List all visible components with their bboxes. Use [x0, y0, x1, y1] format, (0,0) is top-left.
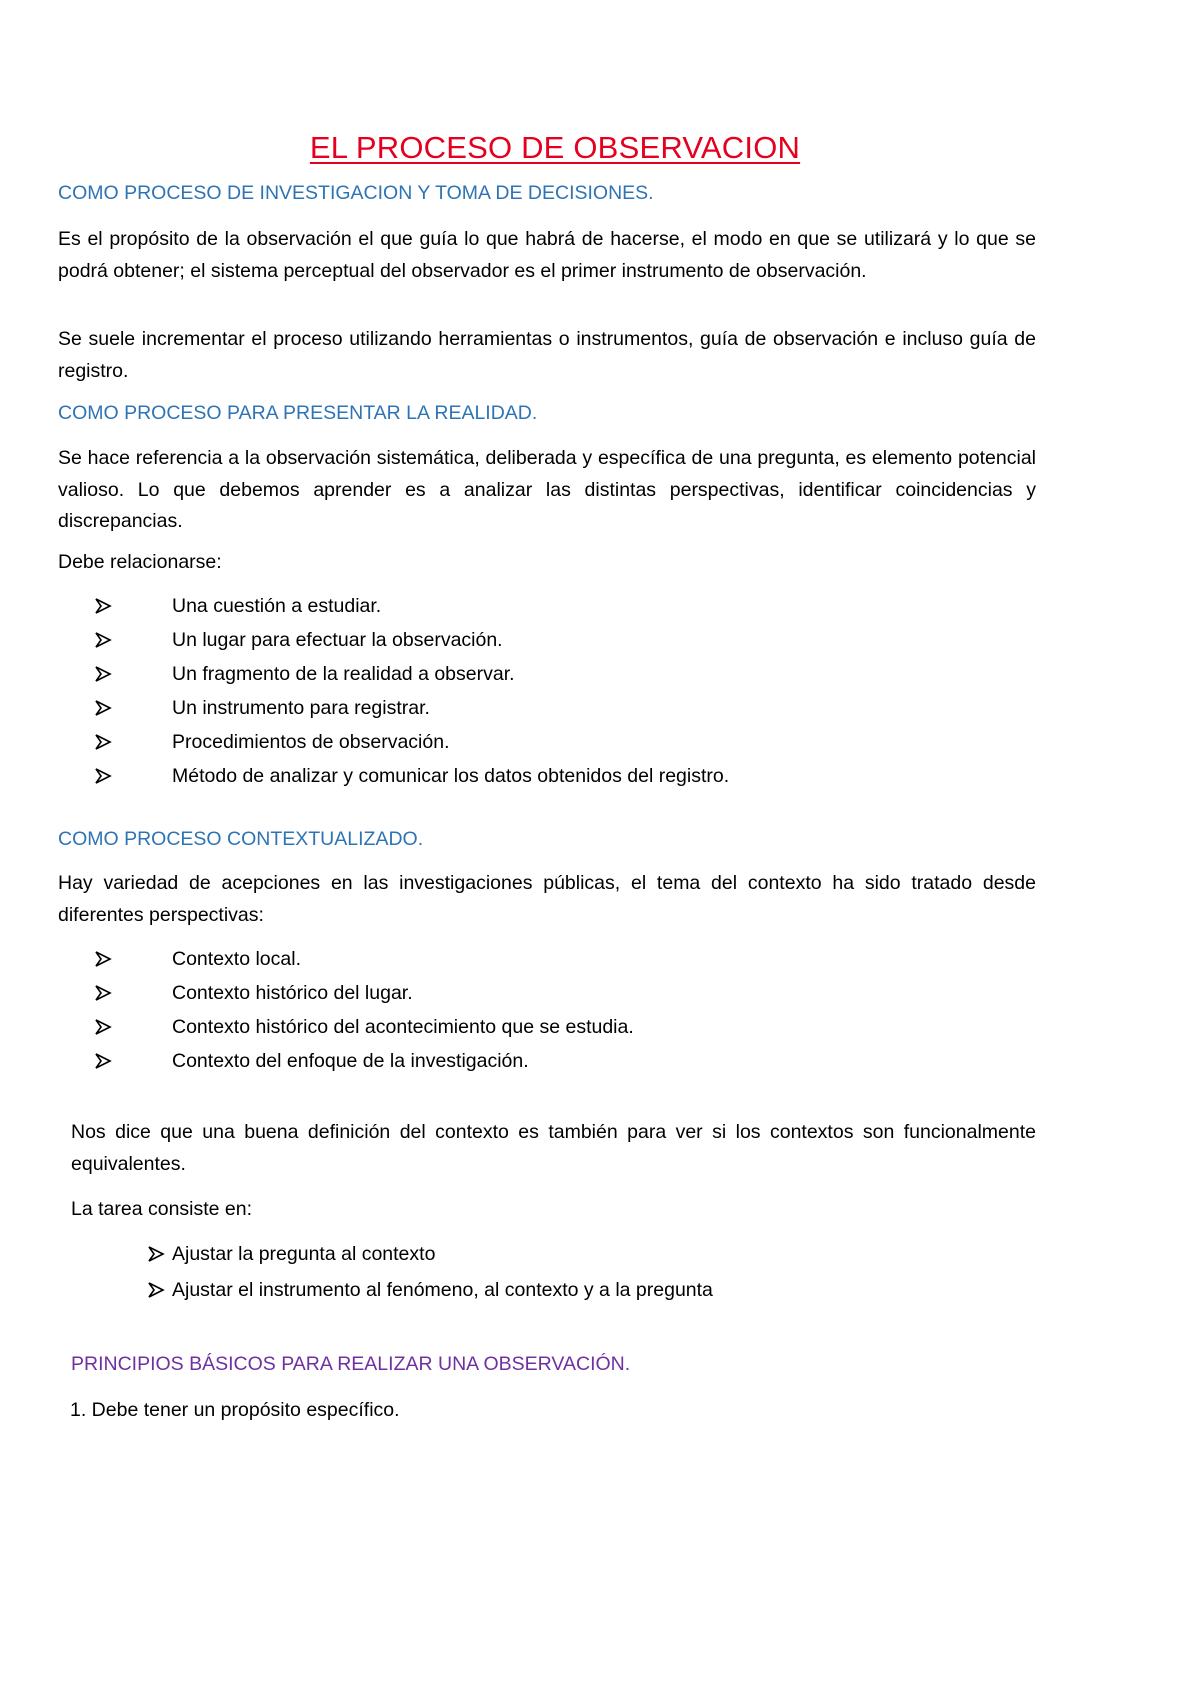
- list-item-text: Contexto histórico del acontecimiento que se estudia.: [172, 1016, 634, 1038]
- list-item-text: Una cuestión a estudiar.: [172, 595, 382, 617]
- section-heading-contextualizado: COMO PROCESO CONTEXTUALIZADO.: [58, 828, 424, 850]
- arrow-bullet-icon: [94, 729, 112, 751]
- arrow-bullet-icon: [94, 593, 112, 615]
- arrow-bullet-icon: [94, 695, 112, 717]
- list-item-text: Procedimientos de observación.: [172, 731, 450, 753]
- list-item-text: Un instrumento para registrar.: [172, 697, 430, 719]
- paragraph-proposito: Es el propósito de la observación el que guía lo que habrá de hacerse, el modo en que se utilizará y lo que se podrá obtener; el sistema perceptual del observador es el primer instrumento de observación.: [58, 228, 1036, 282]
- intro-debe-relacionarse: Debe relacionarse:: [58, 551, 222, 573]
- list-item-text: Ajustar la pregunta al contexto: [172, 1243, 436, 1265]
- arrow-bullet-icon: [94, 1048, 112, 1070]
- arrow-bullet-icon: [147, 1277, 165, 1299]
- intro-tarea: La tarea consiste en:: [71, 1198, 253, 1220]
- list-item-text: Método de analizar y comunicar los datos obtenidos del registro.: [172, 765, 730, 787]
- list-item-text: Contexto local.: [172, 948, 301, 970]
- list-item-text: Un fragmento de la realidad a observar.: [172, 663, 515, 685]
- principle-1: 1. Debe tener un propósito específico.: [70, 1399, 400, 1421]
- paragraph-definicion-contexto: Nos dice que una buena definición del contexto es también para ver si los contextos son funcionalmente equivalentes.: [71, 1121, 1036, 1175]
- arrow-bullet-icon: [94, 763, 112, 785]
- arrow-bullet-icon: [94, 1014, 112, 1036]
- list-item-text: Contexto del enfoque de la investigación.: [172, 1050, 529, 1072]
- section-heading-investigacion: COMO PROCESO DE INVESTIGACION Y TOMA DE DECISIONES.: [58, 182, 654, 204]
- list-item-text: Contexto histórico del lugar.: [172, 982, 413, 1004]
- list-item-text: Un lugar para efectuar la observación.: [172, 629, 503, 651]
- list-item-text: Ajustar el instrumento al fenómeno, al contexto y a la pregunta: [172, 1279, 713, 1301]
- section-heading-realidad: COMO PROCESO PARA PRESENTAR LA REALIDAD.: [58, 402, 538, 424]
- arrow-bullet-icon: [94, 627, 112, 649]
- arrow-bullet-icon: [94, 980, 112, 1002]
- arrow-bullet-icon: [94, 946, 112, 968]
- paragraph-referencia: Se hace referencia a la observación sistemática, deliberada y específica de una pregunta, es elemento potencial valioso. Lo que debemos aprender es a analizar las distintas perspectivas, identificar coincidencias y discrepancias.: [58, 447, 1036, 532]
- arrow-bullet-icon: [94, 661, 112, 683]
- page-title: EL PROCESO DE OBSERVACION: [309, 130, 801, 165]
- paragraph-incrementar: Se suele incrementar el proceso utilizando herramientas o instrumentos, guía de observación e incluso guía de registro.: [58, 328, 1036, 382]
- paragraph-variedad: Hay variedad de acepciones en las investigaciones públicas, el tema del contexto ha sido tratado desde diferentes perspectivas:: [58, 872, 1036, 926]
- arrow-bullet-icon: [147, 1241, 165, 1263]
- section-heading-principios: PRINCIPIOS BÁSICOS PARA REALIZAR UNA OBSERVACIÓN.: [71, 1353, 631, 1375]
